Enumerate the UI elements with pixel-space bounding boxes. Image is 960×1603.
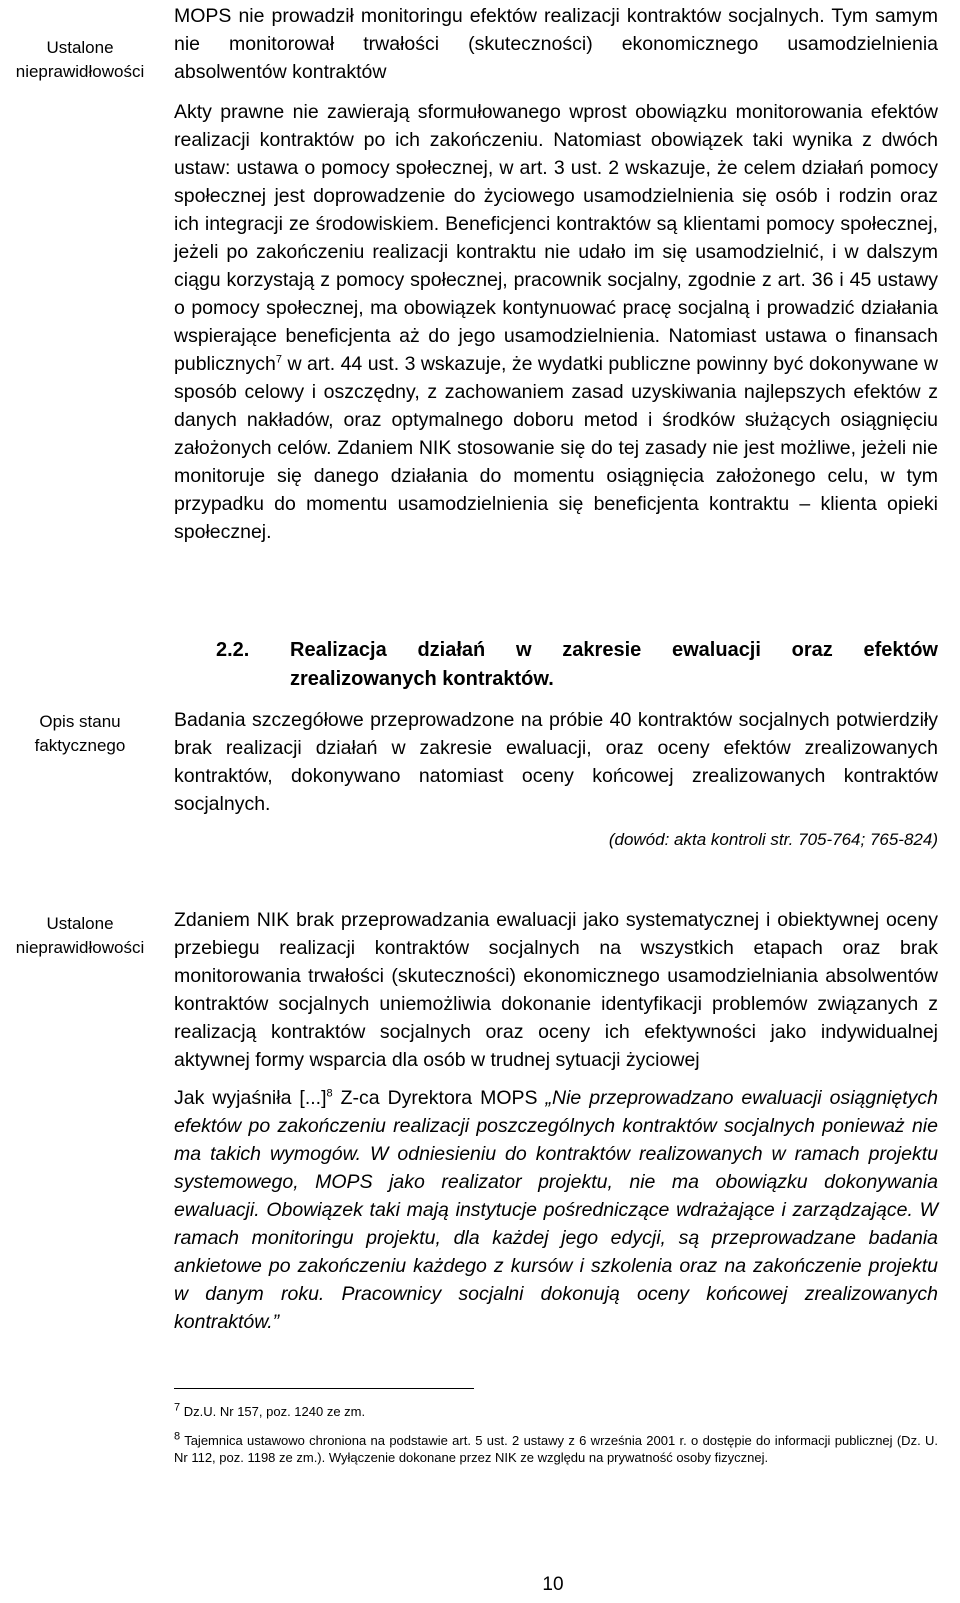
section-title: Realizacja działań w zakresie ewaluacji oraz efektów zrealizowanych kontraktów. [290, 639, 938, 690]
findings-text-b: w art. 44 ust. 3 wskazuje, że wydatki publiczne powinny być dokonywane w sposób celowy i oszczędny, z zachowaniem zasad uzyskiwania najlepszych efektów z danych nakładów, oraz optymalnego doboru metod i środków służących osiągnięciu założonych celów. Zdaniem NIK stosowanie się do tej zasady nie jest możliwe, jeżeli nie monitoruje się danego działania do momentu osiągnięcia założonego celu, w tym przypadku do momentu usamodzielnienia się beneficjenta kontraktu – klienta opieki społecznej. [174, 353, 938, 543]
findings-block-1 [174, 2, 938, 546]
footnote-text-7: Dz.U. Nr 157, poz. 1240 ze zm. [183, 1404, 366, 1419]
section-heading [216, 636, 938, 694]
facts-text: Badania szczegółowe przeprowadzone na próbie 40 kontraktów socjalnych potwierdziły brak realizacji działań w zakresie ewaluacji, oraz oceny efektów zrealizowanych kontraktów, dokonywano natomiast oceny końcowej zrealizowanych kontraktów socjalnych. [174, 709, 938, 815]
footnote-number-8: 8 [174, 1430, 181, 1443]
footnote-ref-7: 7 [275, 353, 283, 366]
evidence-reference: (dowód: akta kontroli str. 705-764; 765-824) [608, 830, 938, 849]
footnote-number-7: 7 [174, 1401, 181, 1414]
page-number: 10 [542, 1574, 564, 1595]
findings-text-a: Akty prawne nie zawierają sformułowanego wprost obowiązku monitorowania efektów realizacji kontraktów po ich zakończeniu. Natomiast obowiązek taki wynika z dwóch ustaw: ustawa o pomocy społecznej, w art. 3 ust. 2 wskazuje, że celem działań pomocy społecznej jest doprowadzenie do życiowego usamodzielnienia się osób i rodzin oraz ich integracji ze środowiskiem. Beneficjenci kontraktów są klientami pomocy społecznej, jeżeli po zakończeniu realizacji kontraktu nie udało im się usamodzielnić, i w dalszym ciągu korzystają z pomocy społecznej, pracownik socjalny, zgodnie z art. 36 i 45 ustawy o pomocy społecznej, ma obowiązek kontynuować pracę socjalną i prowadzić działania wspierające beneficjenta aż do jego usamodzielnienia. Natomiast ustawa o finansach publicznych [174, 101, 938, 375]
sidebar-label-findings-1: Ustalone nieprawidłowości [15, 38, 145, 81]
explanation-quote [174, 1084, 938, 1336]
quote-text: „Nie przeprowadzano ewaluacji osiągniętych efektów po zakończeniu realizacji poszczególnych kontraktów socjalnych ponieważ nie ma takich wymogów. W odniesieniu do kontraktów realizowanych w ramach projektu systemowego, MOPS jako realizator projektu, nie ma obowiązku dokonywania ewaluacji. Obowiązek taki mają instytucje pośredniczące wdrażające i zarządzające. W ramach monitoringu projektu, dla każdej jego edycji, są przeprowadzane badania ankietowe po zakończeniu każdego z kursów i szkolenia oraz na zakończenie projektu w danym roku. Pracownicy socjalni dokonują oceny końcowej zrealizowanych kontraktów.” [174, 1087, 938, 1333]
facts-block [174, 706, 938, 818]
section-number: 2.2. [216, 639, 250, 661]
sidebar-label-findings-2: Ustalone nieprawidłowości [15, 914, 145, 957]
footnote-text-8: Tajemnica ustawowo chroniona na podstawie art. 5 ust. 2 ustawy z 6 września 2001 r. o dostępie do informacji publicznej (Dz. U. Nr 112, poz. 1198 ze zm.). Wyłączenie dokonane przez NIK ze względu na prywatność osoby fizycznej. [174, 1433, 938, 1465]
sidebar-label-facts: Opis stanu faktycznego [34, 712, 126, 755]
footnote-separator [174, 1388, 474, 1389]
findings-explanation [174, 98, 938, 546]
quote-intro-a: Jak wyjaśniła [...] [174, 1087, 327, 1109]
findings-summary: MOPS nie prowadził monitoringu efektów realizacji kontraktów socjalnych. Tym samym nie monitorował trwałości (skuteczności) ekonomicznego usamodzielnienia absolwentów kontraktów [174, 5, 938, 83]
footnote-ref-8: 8 [326, 1087, 333, 1100]
nik-assessment: Zdaniem NIK brak przeprowadzania ewaluacji jako systematycznej i obiektywnej oceny przebiegu realizacji kontraktów socjalnych na wszystkich etapach oraz brak monitorowania trwałości (skuteczności) ekonomicznego usamodzielniania absolwentów kontraktów socjalnych uniemożliwia dokonanie identyfikacji problemów związanych z realizacją kontraktów socjalnych oraz oceny ich efektywności jako indywidualnej aktywnej formy wsparcia dla osób w trudnej sytuacji życiowej [174, 909, 938, 1071]
quote-intro-b: Z-ca Dyrektora MOPS [332, 1087, 546, 1109]
footnote-8 [174, 1432, 938, 1466]
footnote-7 [174, 1403, 938, 1420]
findings-block-2 [174, 906, 938, 1336]
